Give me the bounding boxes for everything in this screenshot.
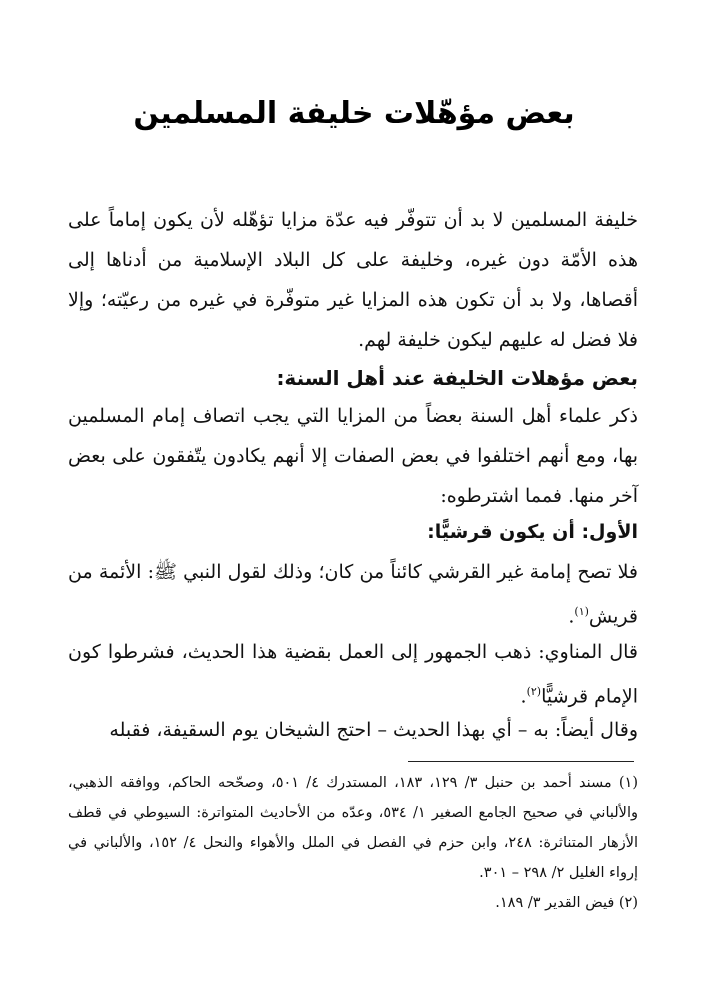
footnote-1: (١) مسند أحمد بن حنبل ٣/ ١٢٩، ١٨٣، المستدرك ٤/ ٥٠١، وصحّحه الحاكم، ووافقه الذهبي، والألباني في صحيح الجامع الصغير ١/ ٥٣٤، وعدّه من الأحاديث المتواترة: السيوطي في قطف الأزهار المتناثرة: ٢٤٨، وابن حزم في الفصل في الملل والأهواء والنحل ٤/ ١٥٢، والألباني في إرواء الغليل ٢/ ٢٩٨ – ٣٠١. [68,775,639,881]
footnote-ref-2[interactable]: (٢) [526,685,542,698]
also-paragraph: وقال أيضاً: به – أي بهذا الحديث – احتج الشيخان يوم السقيفة، فقبله [109,719,638,741]
page-title: بعض مؤهّلات خليفة المسلمين [133,96,575,131]
munawi-text: قال المناوي: ذهب الجمهور إلى العمل بقضية هذا الحديث، فشرطوا كون الإمام قرشيًّا [68,641,638,708]
footnotes [68,768,638,918]
first-condition-paragraph: فلا تصح إمامة غير القرشي كائناً من كان؛ وذلك لقول النبي ﷺ: الأئمة من قريش$^{(١)}$. [68,561,638,628]
munawi-paragraph: قال المناوي: ذهب الجمهور إلى العمل بقضية هذا الحديث، فشرطوا كون الإمام قرشيًّا$^{(٢)}$. [68,641,638,708]
section-heading: بعض مؤهلات الخليفة عند أهل السنة: [276,366,638,390]
intro-paragraph: خليفة المسلمين لا بد أن تتوفّر فيه عدّة مزايا تؤهّله لأن يكون إماماً على هذه الأمّة دون غيره، وخليفة على كل البلاد الإسلامية من أدناها إلى أقصاها، ولا بد أن تكون هذه المزايا غير متوفّرة في غيره من رعيّته؛ وإلا فلا فضل له عليهم ليكون خليفة لهم. [68,209,638,351]
section-intro-paragraph: ذكر علماء أهل السنة بعضاً من المزايا التي يجب اتصاف إمام المسلمين بها، ومع أنهم اختلفوا في بعض الصفات إلا أنهم يكادون يتّفقون على بعض آخر منها. فمما اشترطوه: [68,405,638,507]
footnote-ref-1[interactable]: (١) [574,605,589,618]
first-condition-heading: الأول: أن يكون قرشيًّا: [427,521,638,543]
footnote-divider [408,761,634,762]
footnote-2: (٢) فيض القدير ٣/ ١٨٩. [495,895,638,911]
first-condition-text: فلا تصح إمامة غير القرشي كائناً من كان؛ وذلك لقول النبي ﷺ: الأئمة من قريش [68,561,638,628]
